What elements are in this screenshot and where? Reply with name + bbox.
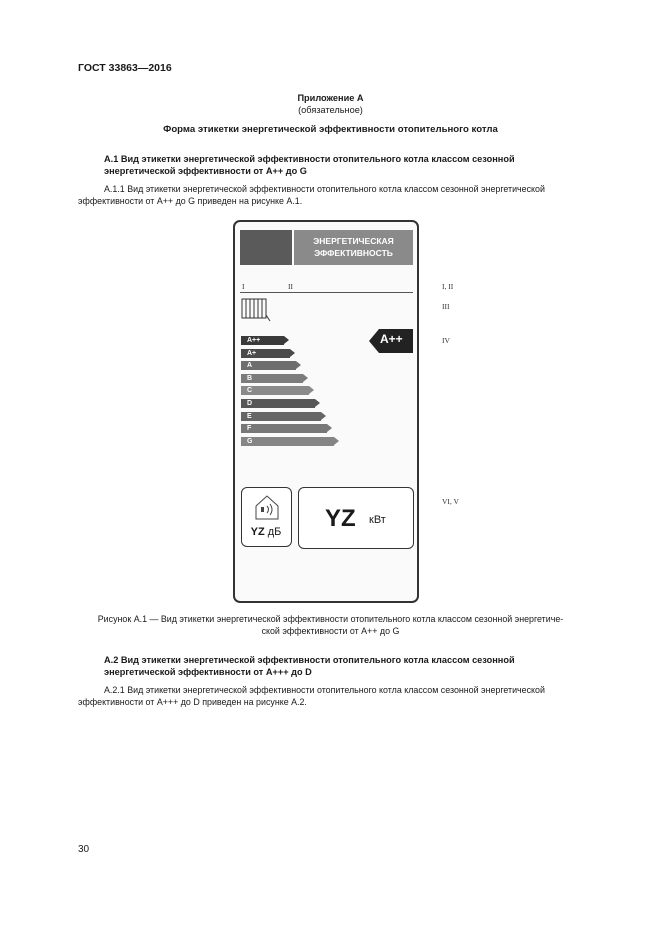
field-divider <box>240 292 413 293</box>
noise-reading <box>242 526 290 538</box>
section-a2-para-line2: эффективности от A+++ до D приведен на рисунке А.2. <box>78 697 307 707</box>
power-unit: кВт <box>369 514 386 526</box>
power-box <box>298 487 414 549</box>
field-i-label: I <box>242 282 245 291</box>
energy-label <box>233 220 419 603</box>
noise-value: YZ <box>250 526 265 538</box>
efficiency-class-bar: A+ <box>241 349 290 358</box>
figure-a1-caption-line1: Рисунок А.1 — Вид этикетки энергетической эффективности отопительного котла классом сезонной энергетиче- <box>97 614 564 624</box>
section-a2-heading <box>104 654 584 678</box>
efficiency-class-bar: F <box>241 424 327 433</box>
radiator-icon <box>241 297 271 323</box>
figure-a1-caption-line2: ской эффективности от A++ до G <box>261 626 400 636</box>
efficiency-class-arrow-tip <box>296 361 301 369</box>
page-number: 30 <box>78 844 90 855</box>
noise-icon <box>254 494 280 520</box>
appendix-heading: Форма этикетки энергетической эффективности отопительного котла <box>163 124 498 135</box>
efficiency-class-arrow-tip <box>303 374 308 382</box>
efficiency-class-arrow-tip <box>334 437 339 445</box>
field-ii-label: II <box>288 282 293 291</box>
power-value: YZ <box>325 505 356 532</box>
efficiency-class-bar: A++ <box>241 336 284 345</box>
efficiency-class-bar: A <box>241 361 296 370</box>
efficiency-class-bar: B <box>241 374 303 383</box>
efficiency-class-bar: D <box>241 399 315 408</box>
figure-a1-caption <box>0 613 661 637</box>
noise-unit: дБ <box>267 526 282 538</box>
efficiency-class-arrow-tip <box>290 349 295 357</box>
section-a1-para-line2: эффективности от A++ до G приведен на рисунке А.1. <box>78 196 303 206</box>
logo-box <box>240 230 292 265</box>
section-a1-para-line1: А.1.1 Вид этикетки энергетической эффективности отопительного котла классом сезонной энергетической <box>104 184 545 194</box>
callout-iv: IV <box>442 336 450 345</box>
noise-box <box>241 487 292 547</box>
appendix-title: Приложение А <box>297 93 364 103</box>
section-a1-paragraph <box>78 183 614 207</box>
efficiency-class-arrow-tip <box>321 412 326 420</box>
efficiency-class-bar: E <box>241 412 321 421</box>
section-a1-heading-line1: А.1 Вид этикетки энергетической эффективности отопительного котла классом сезонной <box>104 154 515 164</box>
section-a2-paragraph <box>78 684 614 708</box>
section-a1-heading-line2: энергетической эффективности от A++ до G <box>104 166 307 176</box>
label-title-line1: ЭНЕРГЕТИЧЕСКАЯ <box>313 236 394 246</box>
efficiency-class-arrow-tip <box>309 386 314 394</box>
label-title-line2: ЭФФЕКТИВНОСТЬ <box>314 248 393 258</box>
section-a2-heading-line1: А.2 Вид этикетки энергетической эффективности отопительного котла классом сезонной <box>104 655 515 665</box>
section-a2-heading-line2: энергетической эффективности от A+++ до D <box>104 667 312 677</box>
efficiency-class-arrow-tip <box>327 424 332 432</box>
standard-header: ГОСТ 33863—2016 <box>78 62 172 74</box>
callout-vi-v: VI, V <box>442 497 459 506</box>
efficiency-class-bar: G <box>241 437 334 446</box>
section-a2-para-line1: А.2.1 Вид этикетки энергетической эффективности отопительного котла классом сезонной энергетической <box>104 685 545 695</box>
appendix-status: (обязательное) <box>298 105 363 115</box>
callout-iii: III <box>442 302 450 311</box>
callout-i-ii: I, II <box>442 282 454 291</box>
efficiency-class-arrow-tip <box>315 399 320 407</box>
efficiency-class-arrow-tip <box>284 336 289 344</box>
section-a1-heading <box>104 153 584 177</box>
efficiency-class-bar: C <box>241 386 309 395</box>
label-title-box <box>294 230 413 265</box>
rating-class: A++ <box>380 332 403 346</box>
